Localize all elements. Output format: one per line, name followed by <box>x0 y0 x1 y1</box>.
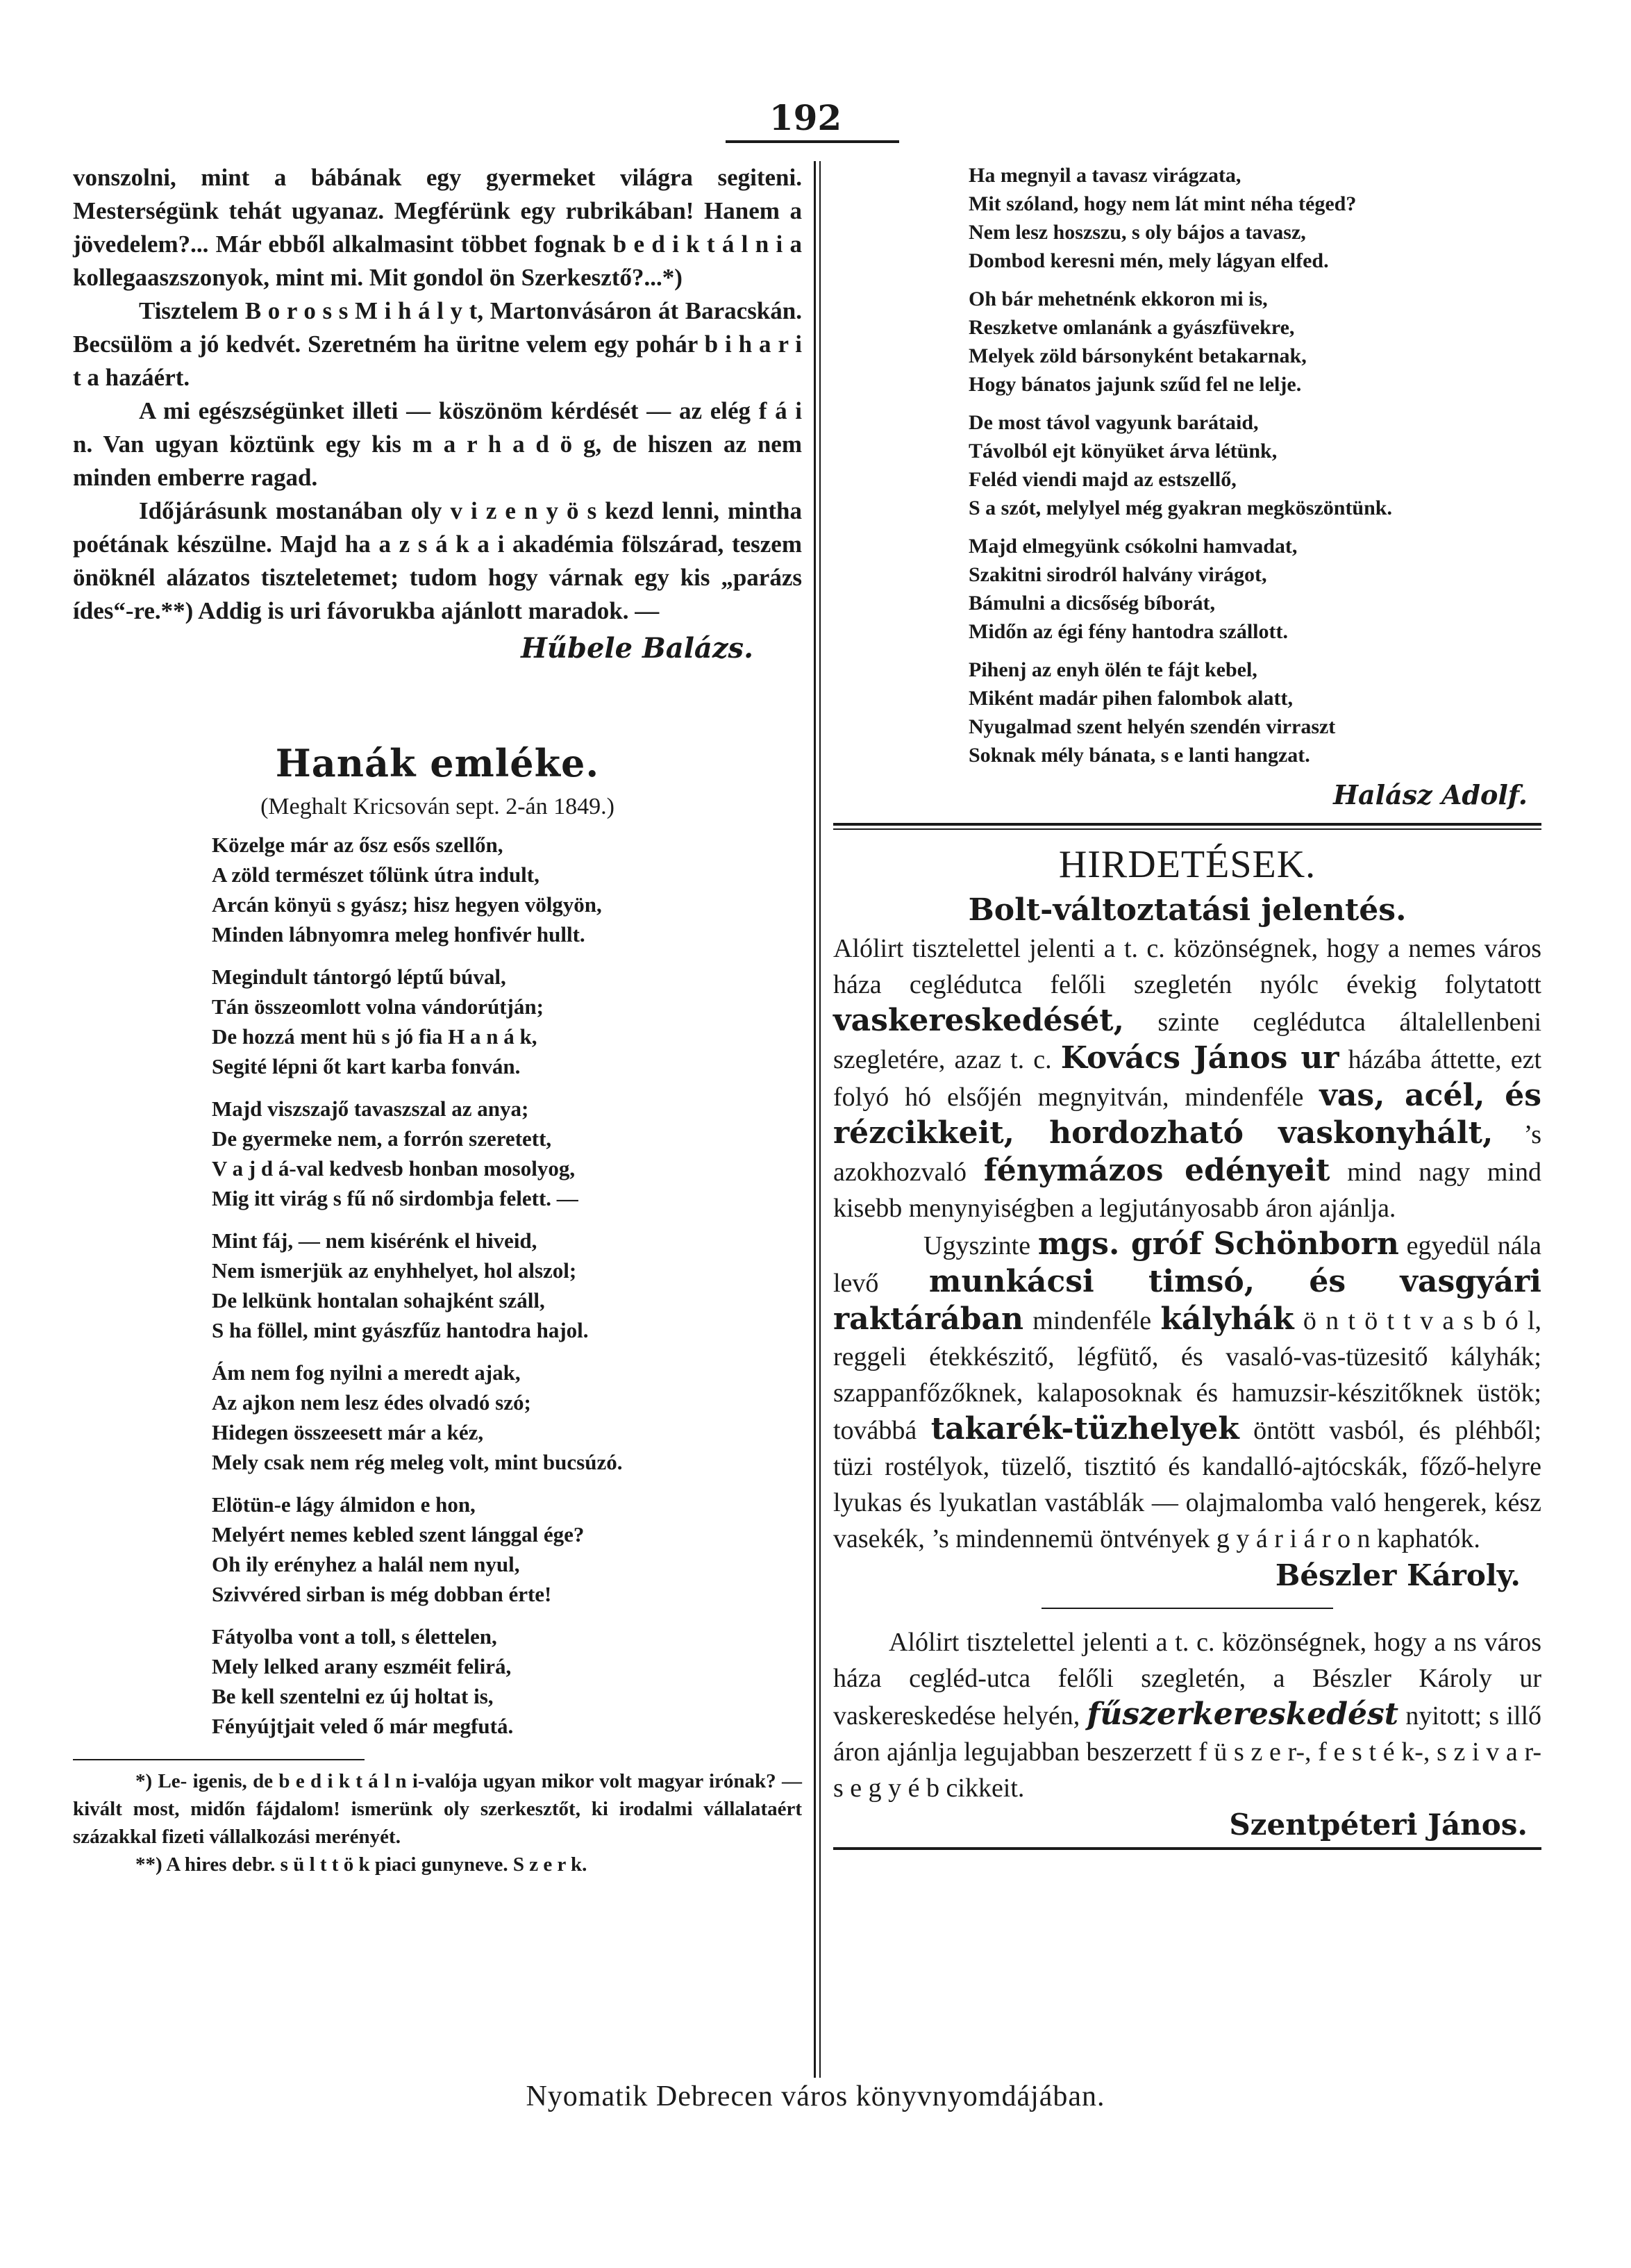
letter-text <box>73 161 802 628</box>
advertisement-text <box>833 1226 1541 1557</box>
paragraph: Időjárásunk mostanában oly v i z e n y ö s kezd lenni, mintha poétának készülne. Majd ha a z s á k a i akadémia fölszárad, teszem önöknél alázatos tiszteletemet; tudom hogy várnak egy kis „parázs ídes“-re.**) Addig is uri fávorukba ajánlott maradok. — <box>73 497 802 624</box>
ad-signature: Szentpéteri János. <box>1229 1808 1528 1842</box>
poem-continuation <box>969 161 1541 769</box>
letter-signature: Hűbele Balázs. <box>521 632 753 665</box>
poem-line: Midőn az égi fény hantodra szállott. <box>969 620 1288 643</box>
poem-signature: Halász Adolf. <box>1333 779 1528 810</box>
ad-text: ’s azokhozvaló <box>833 1120 1541 1187</box>
page-number-rule <box>726 140 899 143</box>
poem-line: Ha megnyil a tavasz virágzata, <box>969 164 1241 187</box>
poem-line: Reszketve omlanánk a gyászfüvekre, <box>969 316 1295 339</box>
column-divider <box>814 161 816 2078</box>
poem-title: Hanák emléke. <box>275 741 600 785</box>
stanza <box>969 408 1541 522</box>
poem-line: S ha föllel, mint gyászfűz hantodra hajol. <box>212 1318 589 1342</box>
poem-line: Minden lábnyomra meleg honfivér hullt. <box>212 922 585 947</box>
poem-line: Be kell szentelni ez új holtat is, <box>212 1684 494 1708</box>
paragraph: Tisztelem B o r o s s M i h á l y t, Martonvásáron át Baracskán. Becsülöm a jó kedvét. Szeretném ha üritne velem egy pohár b i h a r i t a hazáért. <box>73 297 802 391</box>
poem-line: Közelge már az ősz esős szellőn, <box>212 833 503 857</box>
ad-emphasis: fűszerkereskedést <box>1087 1696 1399 1732</box>
poem-line: Ám nem fog nyilni a meredt ajak, <box>212 1360 521 1385</box>
poem-line: Fátyolba vont a toll, s élettelen, <box>212 1624 497 1649</box>
ad-text: Ugyszinte <box>923 1231 1031 1260</box>
stanza <box>969 656 1541 769</box>
poem-line: De lelkünk hontalan sohajként száll, <box>212 1288 545 1312</box>
left-column <box>73 161 802 1878</box>
stanza <box>969 532 1541 646</box>
poem-line: Bámulni a dicsőség bíborát, <box>969 592 1216 615</box>
ad-separator <box>1042 1608 1333 1609</box>
ad-text: Alólirt tisztelettel jelenti a t. c. közönségnek, hogy a ns város háza cegléd-utca felőli szegletén, a Bészler Károly ur vaskereskedése helyén, <box>833 1628 1541 1731</box>
poem-line: Nyugalmad szent helyén szendén virraszt <box>969 715 1336 738</box>
poem-subtitle: (Meghalt Kricsován sept. 2-án 1849.) <box>260 794 614 819</box>
ad-text: mindenféle <box>1032 1306 1152 1335</box>
poem-line: De most távol vagyunk barátaid, <box>969 411 1259 434</box>
ad-emphasis: takarék-tüzhelyek <box>930 1411 1239 1446</box>
poem-line: Az ajkon nem lesz édes olvadó szó; <box>212 1390 531 1415</box>
stanza <box>212 830 802 949</box>
poem-line: Nem lesz hoszszu, s oly bájos a tavasz, <box>969 221 1306 244</box>
poem-line: Arcán könyü s gyász; hisz hegyen völgyön, <box>212 892 602 917</box>
poem-line: Segité lépni őt kart karba fonván. <box>212 1054 521 1078</box>
ad-heading: Bolt-változtatási jelentés. <box>968 892 1407 928</box>
ad-emphasis: munkácsi timsó, és vasgyári raktárában <box>833 1264 1542 1337</box>
stanza <box>212 1094 802 1213</box>
ad-signature: Bészler Károly. <box>1275 1558 1521 1592</box>
stanza <box>969 285 1541 399</box>
ad-text: egyedül nála levő <box>833 1231 1542 1298</box>
poem-line: De hozzá ment hü s jó fia H a n á k, <box>212 1024 537 1049</box>
ad-text: szinte ceglédutca általellenbeni szegletére, azaz t. c. <box>833 1008 1541 1074</box>
poem-line: Mig itt virág s fű nő sirdombja felett. — <box>212 1186 578 1210</box>
poem-line: Hidegen összeesett már a kéz, <box>212 1420 484 1444</box>
poem-line: Pihenj az enyh ölén te fájt kebel, <box>969 658 1257 681</box>
poem-line: Megindult tántorgó léptű búval, <box>212 965 506 989</box>
printer-imprint: Nyomatik Debrecen város könyvnyomdájában. <box>526 2081 1105 2112</box>
ad-text: mind nagy mind kisebb menynyiségben a legjutányosabb áron ajánlja. <box>833 1158 1541 1223</box>
poem-line: Elötün-e lágy álmidon e hon, <box>212 1492 476 1517</box>
poem-line: Nem ismerjük az enyhhelyet, hol alszol; <box>212 1258 577 1283</box>
poem-line: V a j d á-val kedvesb honban mosolyog, <box>212 1156 576 1181</box>
ad-emphasis: vaskereskedését, <box>833 1003 1124 1038</box>
ad-emphasis: kályhák <box>1160 1301 1294 1337</box>
poem-line: Hogy bánatos jajunk szűd fel ne lelje. <box>969 373 1302 396</box>
advertisement-text <box>833 931 1541 1226</box>
poem-line: Majd elmegyünk csókolni hamvadat, <box>969 535 1298 558</box>
paragraph: vonszolni, mint a bábának egy gyermeket világra segiteni. Mesterségünk tehát ugyanaz. Megférünk egy rubrikában! Hanem a jövedelem?... Már ebből alkalmasint többet fognak b e d i k t á l n i a kollegaaszszonyok, mint mi. Mit gondol ön Szerkesztő?...*) <box>73 164 802 291</box>
poem-line: Mely lelked arany eszméit felirá, <box>212 1654 512 1678</box>
stanza <box>212 1490 802 1609</box>
ad-emphasis: fénymázos edényeit <box>983 1153 1330 1188</box>
paragraph: A mi egészségünket illeti — köszönöm kérdését — az elég f á i n. Van ugyan köztünk egy kis m a r h a d ö g, de hiszen az nem minden emberre ragad. <box>73 397 802 491</box>
poem-line: Szivvéred sirban is még dobban érte! <box>212 1582 552 1606</box>
poem-line: De gyermeke nem, a forrón szeretett, <box>212 1126 552 1151</box>
poem-line: A zöld természet tőlünk útra indult, <box>212 862 540 887</box>
ad-emphasis: Kovács János ur <box>1060 1040 1339 1076</box>
section-double-rule <box>833 823 1541 830</box>
ad-text: öntött vasból, és pléhből; tüzi rostélyok, tüzelő, tisztitó és kandalló-ajtócskák, főző-helyre lyukas és lyukatlan vastáblák — olajmalomba való hengerek, kész vasekék, ’s mindennemü öntvények g y á r i á r o n kaphatók. <box>833 1416 1542 1553</box>
footnote: *) Le- igenis, de b e d i k t á l n i-valója ugyan mikor volt magyar irónak? — kivált most, midőn fájdalom! ismerünk oly szerkesztőt, ki irodalmi vállalataért százakkal fizeti vállalkozási merényét. <box>73 1770 802 1848</box>
stanza <box>212 1358 802 1477</box>
stanza <box>212 962 802 1081</box>
page-number: 192 <box>769 97 842 138</box>
poem-line: Oh bár mehetnénk ekkoron mi is, <box>969 287 1268 310</box>
ad-text: ö n t ö t t v a s b ó l, reggeli étekkészitő, légfütő, és vasaló-vas-tüzesitő kályhák; szappanfőzőknek, kalaposoknak és hamuzsir-készitőknek üstök; továbbá <box>833 1306 1542 1445</box>
right-column <box>833 161 1541 1850</box>
ad-text: Alólirt tisztelettel jelenti a t. c. közönségnek, hogy a nemes város háza ceglédutca felőli szegletén nyólc évekig folytatott <box>833 934 1541 999</box>
poem-line: Dombod keresni mén, mely lágyan elfed. <box>969 249 1329 272</box>
stanza <box>969 161 1541 275</box>
poem-line: Mint fáj, — nem kisérénk el hiveid, <box>212 1228 537 1253</box>
stanza <box>212 1621 802 1741</box>
poem-line: Mit szóland, hogy nem lát mint néha téged? <box>969 192 1357 215</box>
poem-line: Majd viszszajő tavaszszal az anya; <box>212 1097 529 1121</box>
poem-line: Melyek zöld bársonyként betakarnak, <box>969 344 1307 367</box>
ad-emphasis: mgs. gróf Schönborn <box>1037 1226 1399 1262</box>
poem-line: Fényújtjait veled ő már megfutá. <box>212 1714 514 1738</box>
poem-line: Oh ily erényhez a halál nem nyul, <box>212 1552 520 1576</box>
footnotes <box>73 1767 802 1878</box>
poem-line: S a szót, melylyel még gyakran megköszöntünk. <box>969 497 1392 519</box>
footnote: **) A hires debr. s ü l t t ö k piaci gunyneve. S z e r k. <box>135 1853 587 1876</box>
poem-line: Tán összeomlott volna vándorútján; <box>212 994 544 1019</box>
ads-section-title: HIRDETÉSEK. <box>1058 843 1316 886</box>
poem-line: Mely csak nem rég meleg volt, mint bucsúzó. <box>212 1450 623 1474</box>
ad-text: házába áttette, ezt folyó hó elsőjén megnyitván, mindenféle <box>833 1045 1542 1112</box>
poem-line: Szakitni sirodról halvány virágot, <box>969 563 1267 586</box>
ad-end-rule <box>833 1847 1541 1850</box>
ad-emphasis: vas, acél, és rézcikkeit, hordozható vaskonyhált, <box>833 1078 1541 1151</box>
ad-text: nyitott; s illő áron ajánlja legujabban beszerzett f ü s z e r-, f e s t é k-, s z i v a r- s e g y é b cikkeit. <box>833 1701 1542 1803</box>
poem-line: Soknak mély bánata, s e lanti hangzat. <box>969 744 1310 767</box>
advertisement-text <box>833 1624 1541 1806</box>
poem <box>212 830 802 1741</box>
poem-line: Melyért nemes kebled szent lánggal ége? <box>212 1522 585 1546</box>
poem-line: Miként madár pihen falombok alatt, <box>969 687 1293 710</box>
poem-line: Feléd viendi majd az estszellő, <box>969 468 1237 491</box>
footnote-rule <box>73 1759 365 1760</box>
stanza <box>212 1226 802 1345</box>
column-divider-inner <box>819 161 821 2078</box>
poem-line: Távolból ejt könyüket árva létünk, <box>969 440 1278 462</box>
